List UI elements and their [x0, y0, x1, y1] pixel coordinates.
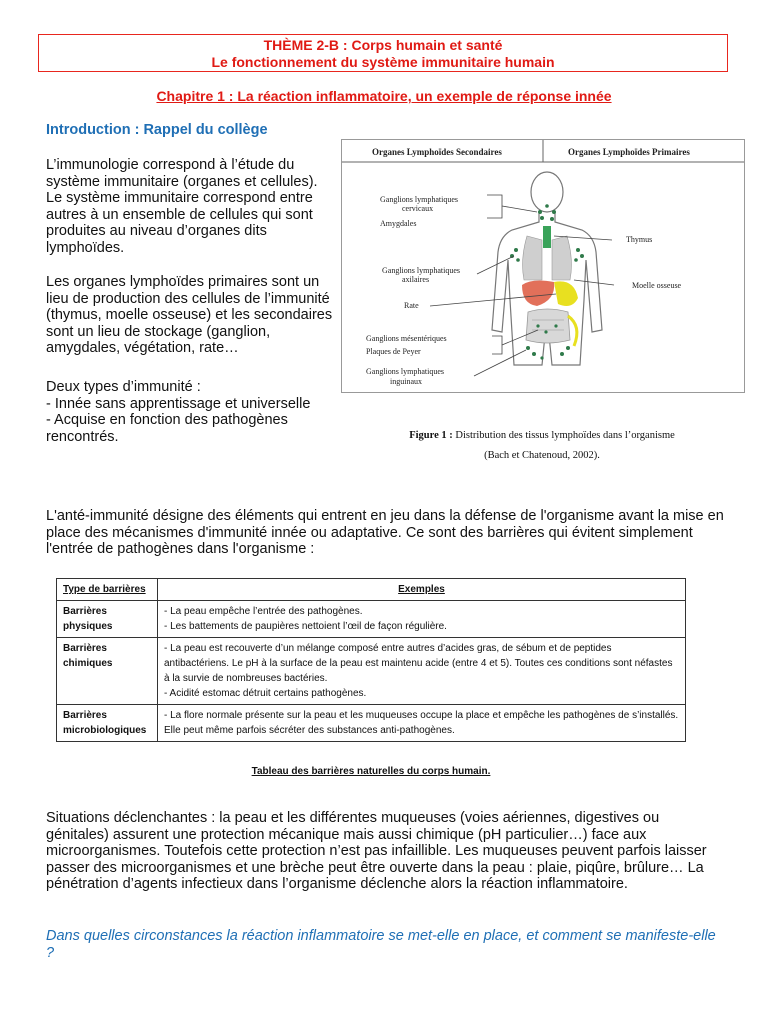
- label-cervical-2: cervicaux: [402, 204, 434, 213]
- row-examples: [158, 638, 686, 705]
- figure-caption-text: Distribution des tissus lymphoïdes dans l’organisme: [452, 430, 675, 441]
- figure-caption-label: Figure 1 :: [409, 430, 453, 441]
- intestine-organ: [526, 309, 570, 343]
- figure-source: (Bach et Chatenoud, 2002).: [484, 450, 600, 461]
- example-line: - La peau est recouverte d’un mélange composé entre autres d’acides gras, de sébum et de peptides antibactériens. Le pH à la surface de la peau est maintenu acide (entre 4 et 5). Toutes ces conditions sont néfastes à la survie de nombreuses bactéries.: [164, 643, 673, 684]
- header-primary: Organes Lymphoïdes Primaires: [568, 147, 690, 157]
- row-type: Barrières microbiologiques: [57, 705, 158, 742]
- header-examples: Exemples: [158, 579, 686, 601]
- table-row: [57, 705, 686, 742]
- label-axillary-2: axilaires: [402, 275, 430, 284]
- spleen-organ: [554, 281, 578, 306]
- table-row: [57, 638, 686, 705]
- ante-immunity-paragraph: L'anté-immunité désigne des éléments qui entrent en jeu dans la défense de l'organisme avant la mise en place des mécanismes d'immunité innée ou adaptative. Ce sont des barrières qui évitent simplement l'entrée de pathogènes dans l'organisme :: [46, 508, 724, 558]
- label-peyer: Plaques de Peyer: [366, 347, 421, 356]
- label-inguinal-1: Ganglions lymphatiques: [366, 367, 444, 376]
- theme-subtitle: Le fonctionnement du système immunitaire humain: [211, 54, 555, 70]
- intro-paragraph-1: L’immunologie correspond à l’étude du système immunitaire (organes et cellules). Le système immunitaire correspond entre autres à un ensemble de cellules qui sont produites au niveau d’organes dits lymphoïdes.: [46, 157, 318, 256]
- example-line: - La flore normale présente sur la peau et les muqueuses occupe la place et empêche les pathogènes de s’installés. Elle peut même parfois sécréter des substances anti-pathogènes.: [164, 710, 679, 736]
- liver-organ: [522, 281, 554, 306]
- row-examples: [158, 601, 686, 638]
- label-mesenteric: Ganglions mésentériques: [366, 334, 447, 343]
- table-header-row: [57, 579, 686, 601]
- table-row: [57, 601, 686, 638]
- immunity-innate: - Innée sans apprentissage et universelle: [46, 395, 311, 412]
- immunity-acquired: - Acquise en fonction des pathogènes rencontrés.: [46, 412, 288, 445]
- row-examples: [158, 705, 686, 742]
- immunity-types-intro: Deux types d’immunité :: [46, 379, 201, 395]
- label-thymus: Thymus: [626, 235, 653, 244]
- example-line: - La peau empêche l’entrée des pathogènes.: [164, 606, 363, 617]
- label-amygdales: Amygdales: [380, 219, 417, 228]
- barriers-table: [56, 578, 686, 742]
- figure-caption: [341, 430, 743, 441]
- problem-question: Dans quelles circonstances la réaction inflammatoire se met-elle en place, et comment se manifeste-elle ?: [46, 928, 716, 961]
- intro-heading: Introduction : Rappel du collège: [46, 122, 268, 138]
- header-type: Type de barrières: [57, 579, 158, 601]
- example-line: - Les battements de paupières nettoient l’œil de façon régulière.: [164, 621, 447, 632]
- intro-paragraph-2: Les organes lymphoïdes primaires sont un lieu de production des cellules de l’immunité (thymus, moelle osseuse) et les secondaires sont un lieu de stockage (ganglion, amygdales, végétation, rate…: [46, 274, 333, 357]
- lymphoid-diagram: [342, 140, 744, 392]
- label-inguinal-2: inguinaux: [390, 377, 422, 386]
- lymphoid-organs-figure: [341, 139, 745, 393]
- triggering-situations-paragraph: Situations déclenchantes : la peau et les différentes muqueuses (voies aériennes, digestives ou génitales) assurent une protection mécanique mais aussi chimique (pH particulier…) face aux microorganismes. Toutefois cette protection n’est pas infaillible. Les muqueuses peuvent parfois laisser passer des microorganismes et une brèche peut être ouverte dans la peau : plaie, piqûre, brûlure… La pénétration d’agents infectieux dans l’organisme déclenche alors la réaction inflammatoire.: [46, 810, 707, 893]
- label-axillary-1: Ganglions lymphatiques: [382, 266, 460, 275]
- immunity-types: [46, 379, 336, 445]
- label-spleen: Rate: [404, 301, 419, 310]
- example-line: - Acidité estomac détruit certains pathogènes.: [164, 688, 367, 699]
- row-type: Barrières chimiques: [57, 638, 158, 705]
- thymus-organ: [543, 226, 551, 248]
- row-type: Barrières physiques: [57, 601, 158, 638]
- organs: [522, 226, 578, 346]
- chapter-title: Chapitre 1 : La réaction inflammatoire, un exemple de réponse innée: [156, 88, 612, 104]
- table-caption: Tableau des barrières naturelles du corps humain.: [251, 766, 491, 777]
- label-marrow: Moelle osseuse: [632, 281, 682, 290]
- theme-title-box: [38, 34, 728, 72]
- theme-title: THÈME 2-B : Corps humain et santé: [263, 37, 503, 53]
- header-secondary: Organes Lymphoïdes Secondaires: [372, 147, 502, 157]
- label-cervical-1: Ganglions lymphatiques: [380, 195, 458, 204]
